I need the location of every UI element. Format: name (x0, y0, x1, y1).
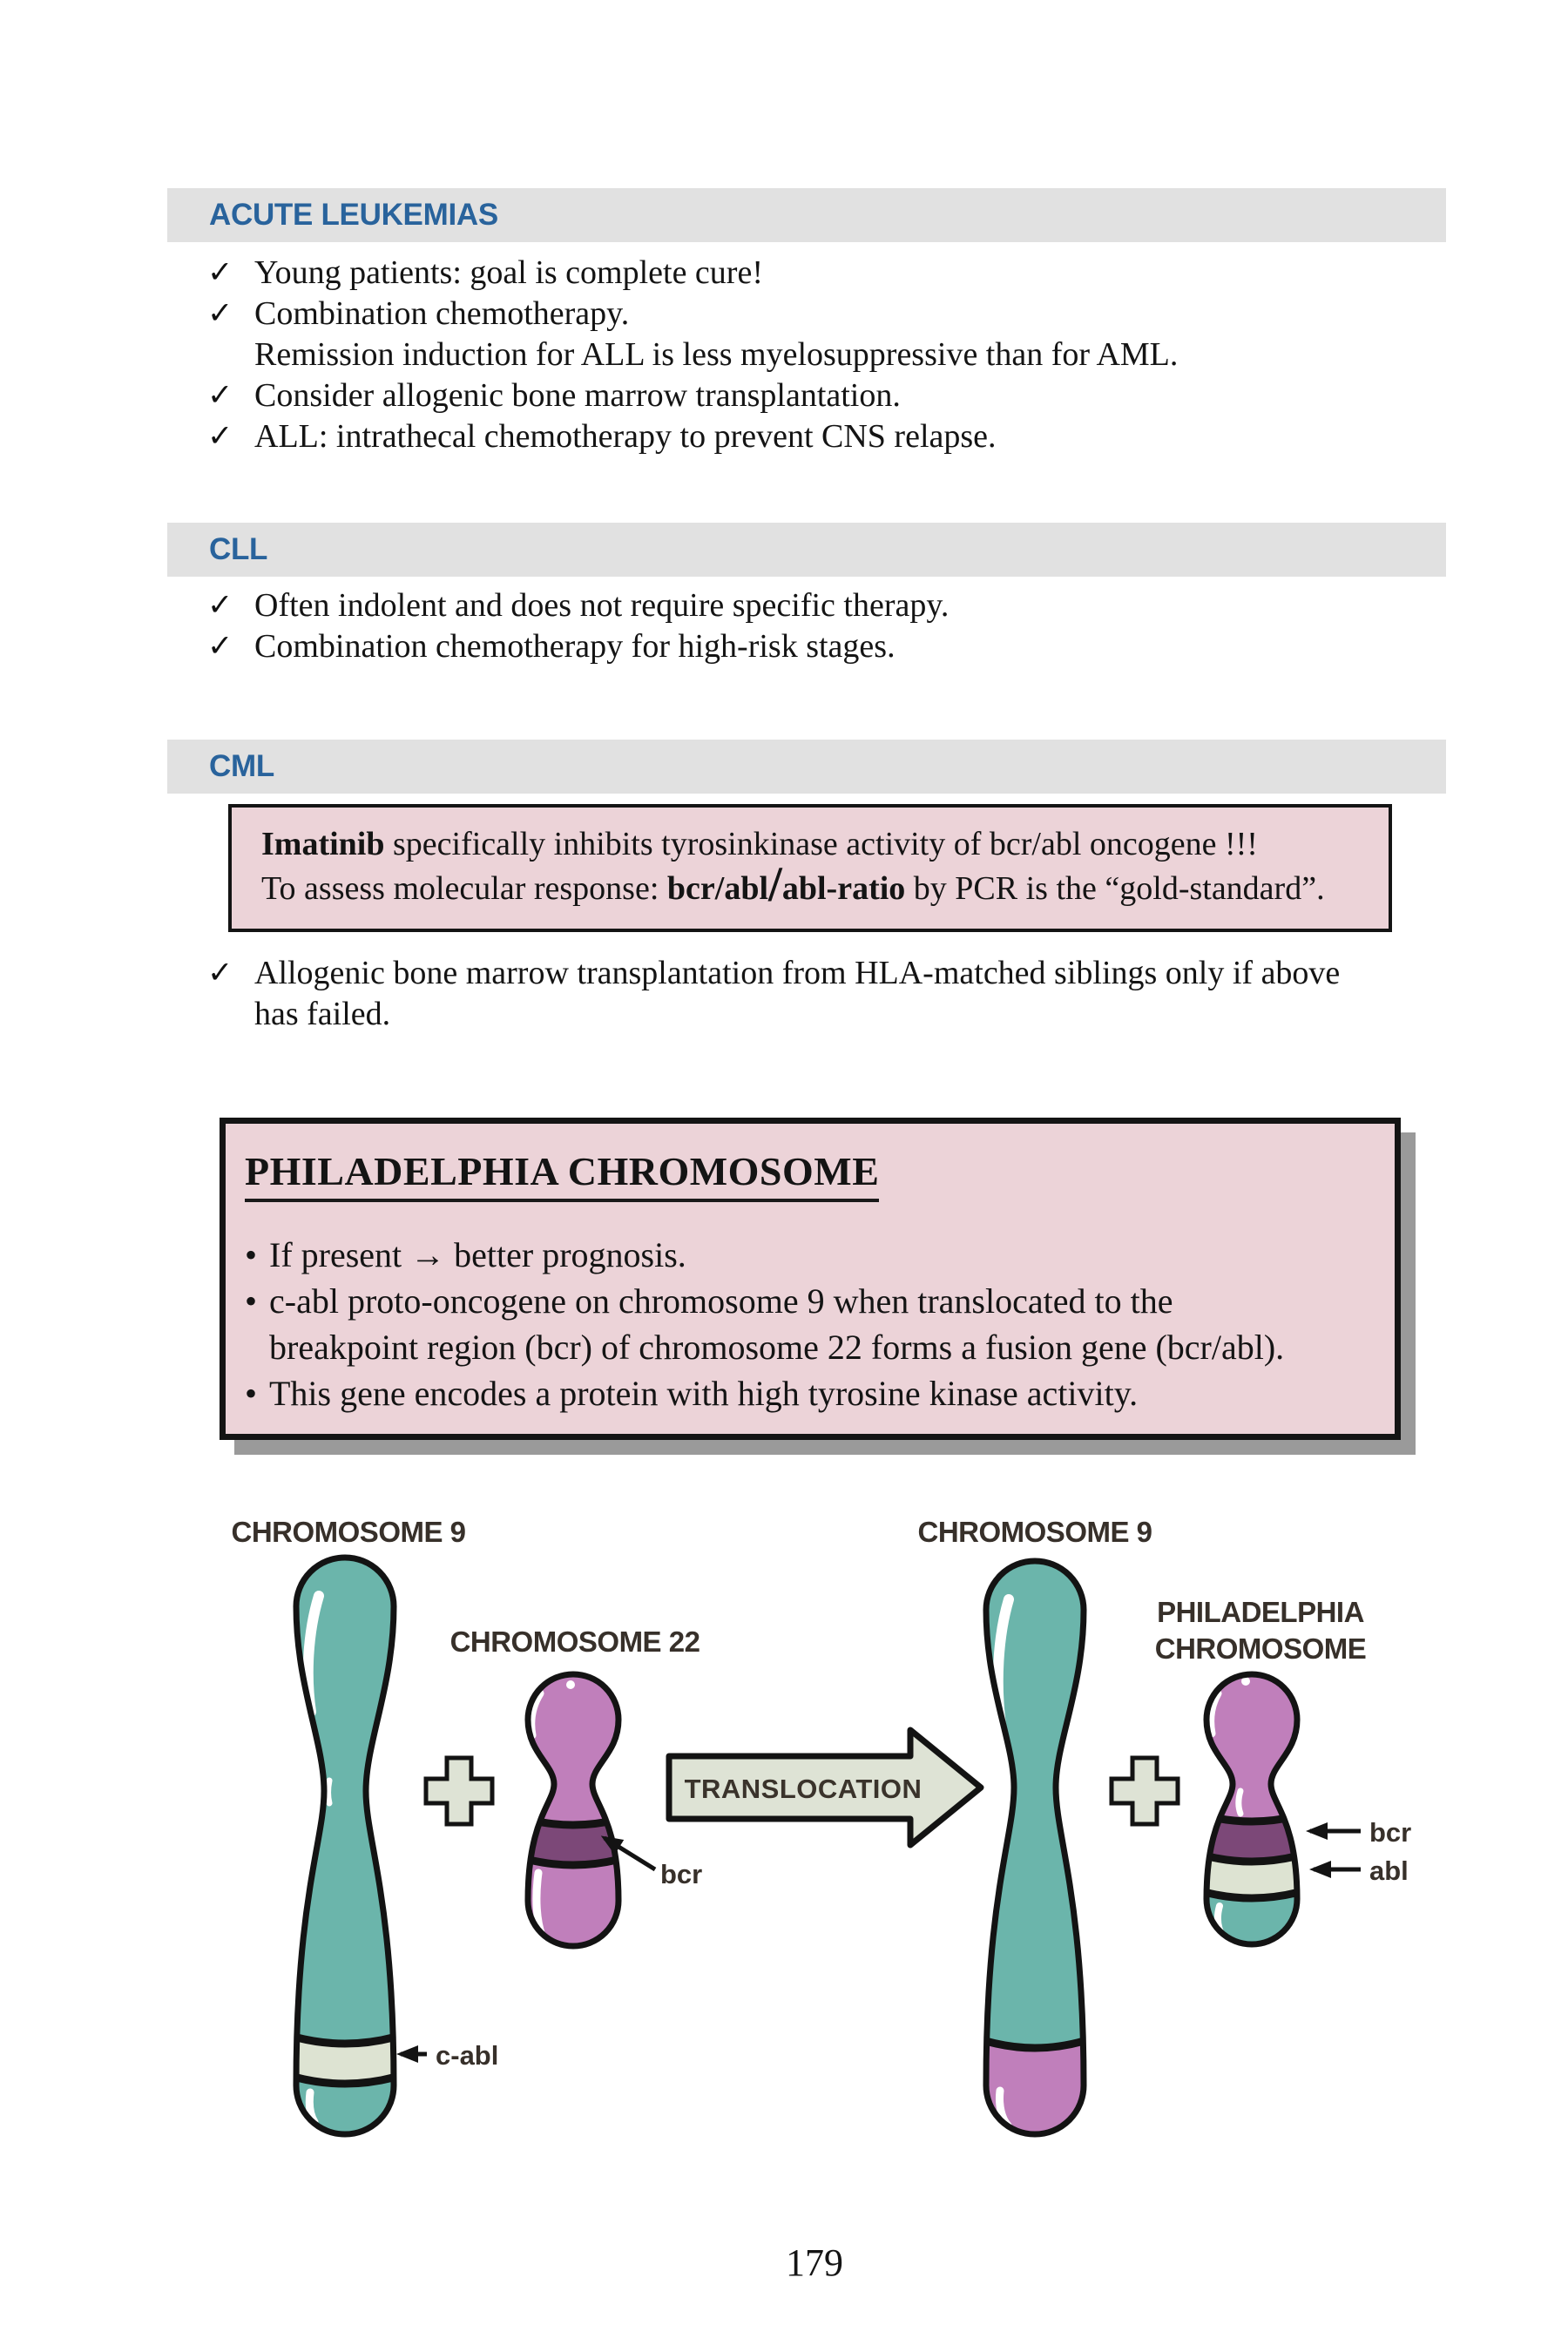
checkmark-icon: ✓ (207, 419, 233, 454)
list-item-text: has failed. (254, 996, 391, 1032)
note-bold-imatinib: Imatinib (261, 826, 385, 862)
bcr-left-label: bcr (660, 1859, 703, 1889)
chromosome-9-right-label: CHROMOSOME 9 (917, 1516, 1152, 1548)
philadelphia-label-line2: CHROMOSOME (1154, 1632, 1367, 1665)
section-bar-cll (167, 523, 1446, 577)
highlight-dot (310, 1761, 319, 1769)
list-item-text: Consider allogenic bone marrow transplantation. (254, 377, 901, 414)
note-line-2-prefix: To assess molecular response: (261, 870, 667, 907)
highlight (1239, 1791, 1240, 1814)
bullet-icon: • (245, 1235, 258, 1274)
chromosome-22 (519, 1674, 627, 1946)
list-item-text: Combination chemotherapy for high-risk stages. (254, 628, 896, 665)
list-item-continuation (207, 994, 1409, 1035)
highlight (328, 1781, 330, 1803)
chromosome-22-label: CHROMOSOME 22 (449, 1625, 700, 1658)
list-item-text: ALL: intrathecal chemotherapy to prevent CNS relapse. (254, 418, 997, 455)
list-item-text: Young patients: goal is complete cure! (254, 254, 763, 291)
philadelphia-chromosome (1198, 1674, 1306, 1951)
note-big-slash: / (768, 857, 782, 912)
bullet-icon: • (245, 1374, 258, 1413)
chromosome-9-left-label: CHROMOSOME 9 (231, 1516, 466, 1548)
section-bar-acute-leukemias (167, 188, 1446, 242)
bullet-icon: • (245, 1281, 258, 1321)
note-line-1-text: specifically inhibits tyrosinkinase activity of bcr/abl oncogene !!! (384, 826, 1258, 862)
list-item-text: Combination chemotherapy. (254, 295, 630, 332)
note-line-2-rest: by PCR is the “gold-standard”. (905, 870, 1325, 907)
bullet-item-continuation (245, 1324, 1395, 1370)
note-bold-bcr-abl: bcr/abl (666, 870, 769, 907)
highlight-dot (566, 1680, 575, 1689)
page-number: 179 (786, 2241, 843, 2284)
acute-leukemias-list (207, 253, 1409, 457)
philadelphia-label-line1: PHILADELPHIA (1157, 1596, 1364, 1628)
cml-list (207, 953, 1409, 1035)
c-abl-label: c-abl (436, 2040, 499, 2071)
list-item-continuation (207, 335, 1409, 375)
philadelphia-bullet-list (245, 1232, 1395, 1416)
bcr-right-label: bcr (1369, 1817, 1412, 1848)
list-item (207, 294, 1409, 335)
list-item-text: Remission induction for ALL is less myelosuppressive than for AML. (254, 336, 1179, 373)
abl-right-label: abl (1369, 1855, 1409, 1886)
note-line-1 (261, 822, 1389, 867)
section-title-acute-leukemias: ACUTE LEUKEMIAS (209, 198, 498, 232)
list-item (207, 416, 1409, 457)
checkmark-icon: ✓ (207, 296, 233, 331)
bullet-text: If present → better prognosis. (269, 1235, 686, 1274)
checkmark-icon: ✓ (207, 255, 233, 290)
philadelphia-box-title: PHILADELPHIA CHROMOSOME (245, 1148, 879, 1202)
bullet-item (245, 1278, 1395, 1324)
cll-list (207, 585, 1409, 667)
translocation-arrow (669, 1730, 981, 1845)
list-item (207, 626, 1409, 667)
plus-icon (426, 1758, 492, 1824)
translocation-diagram (218, 1516, 1481, 2213)
list-item-text: Allogenic bone marrow transplantation from HLA-matched siblings only if above (254, 955, 1341, 991)
checkmark-icon: ✓ (207, 956, 233, 990)
checkmark-icon: ✓ (207, 378, 233, 413)
plus-icon (1112, 1758, 1178, 1824)
bullet-text: c-abl proto-oncogene on chromosome 9 when translocated to the (269, 1281, 1173, 1321)
highlight-dot (1000, 1773, 1009, 1781)
bullet-text: This gene encodes a protein with high tyrosine kinase activity. (269, 1374, 1139, 1413)
bullet-item (245, 1370, 1395, 1416)
list-item (207, 375, 1409, 416)
translocation-label: TRANSLOCATION (684, 1774, 923, 1804)
checkmark-icon: ✓ (207, 629, 233, 664)
bullet-text: breakpoint region (bcr) of chromosome 22 forms a fusion gene (bcr/abl). (269, 1328, 1285, 1367)
section-title-cll: CLL (209, 532, 268, 566)
bullet-item (245, 1232, 1395, 1278)
list-item (207, 585, 1409, 626)
section-title-cml: CML (209, 749, 274, 783)
philadelphia-chromosome-box (220, 1118, 1401, 1440)
translocated-bcr-segment (977, 2038, 1092, 2143)
checkmark-icon: ✓ (207, 588, 233, 623)
list-item (207, 253, 1409, 294)
note-line-2 (261, 857, 1389, 912)
chromosome-9-left (287, 1558, 402, 2134)
imatinib-note-box (228, 804, 1392, 932)
note-bold-abl-ratio: abl-ratio (781, 870, 906, 907)
section-bar-cml (167, 740, 1446, 794)
list-item-text: Often indolent and does not require specific therapy. (254, 587, 950, 624)
list-item (207, 953, 1409, 994)
chromosome-9-right (977, 1561, 1092, 2143)
